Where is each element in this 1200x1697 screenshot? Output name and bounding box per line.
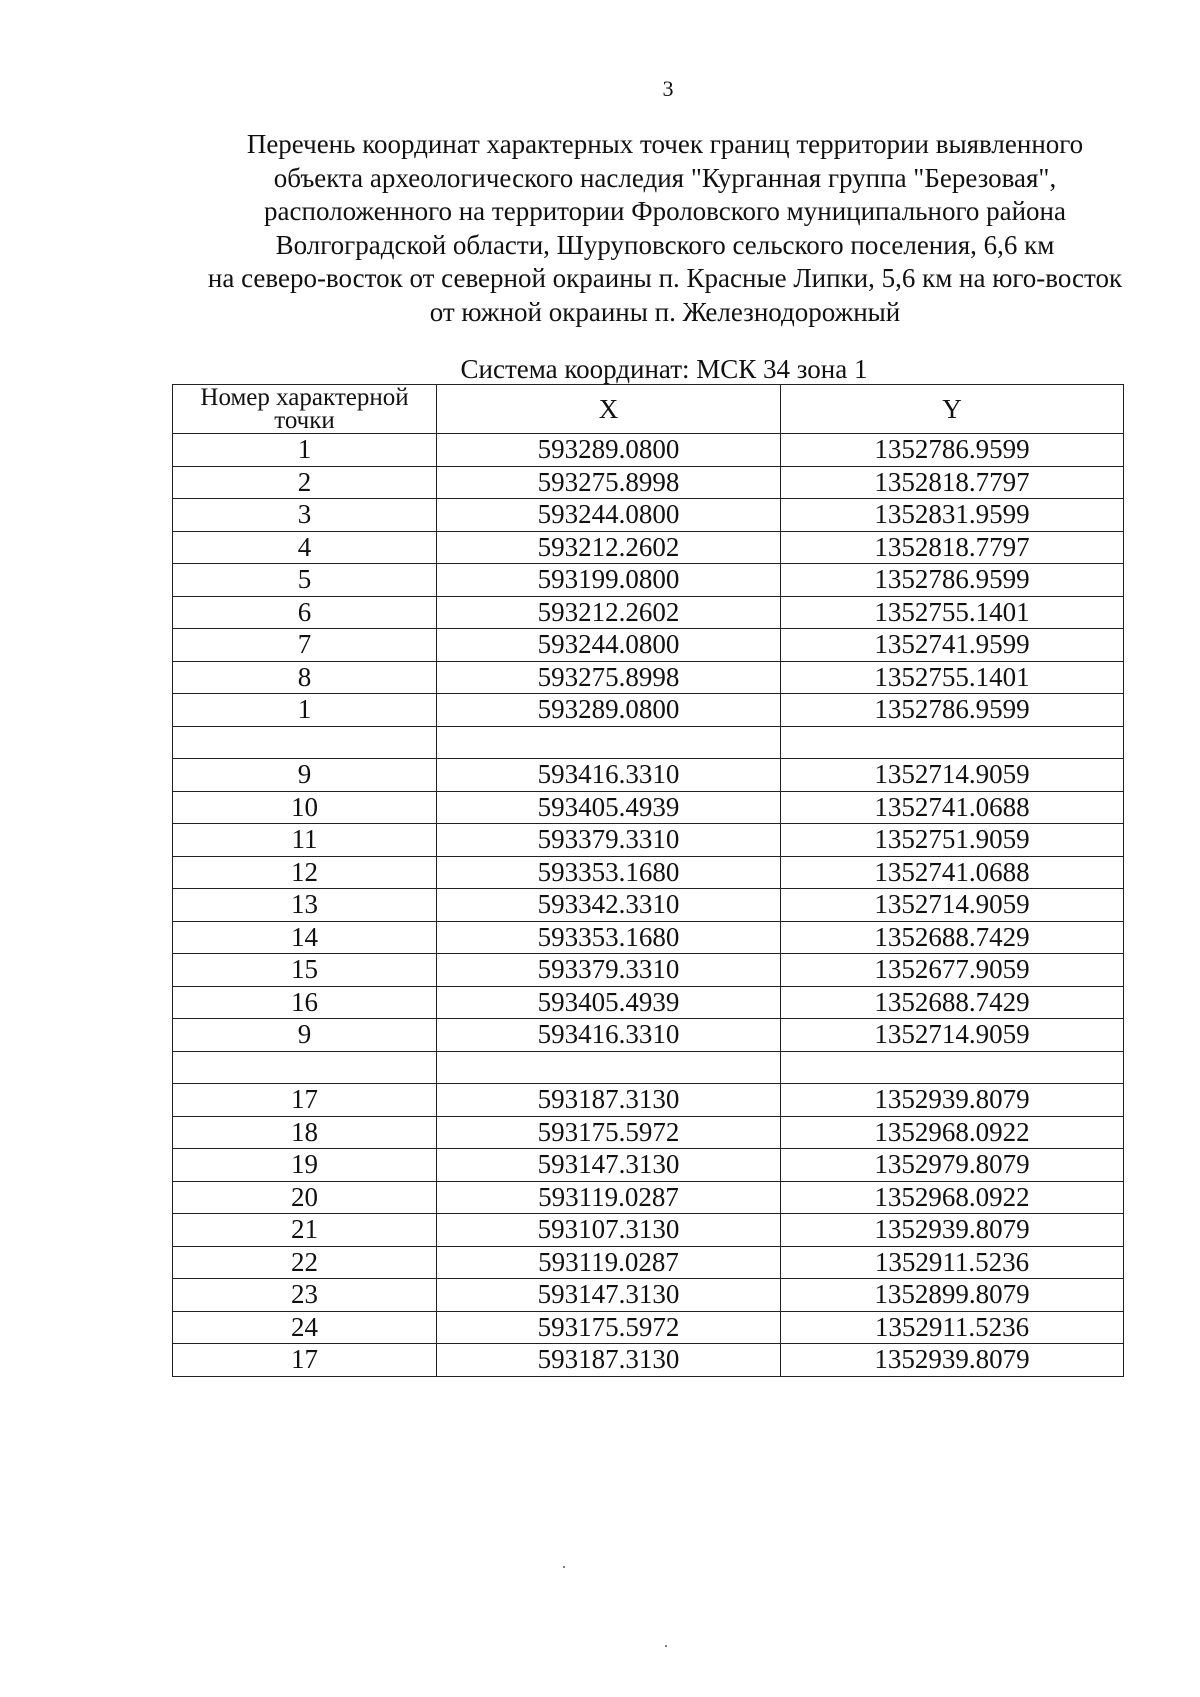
- point-number-cell: 5: [173, 564, 437, 597]
- y-coordinate-cell: [781, 1051, 1124, 1084]
- point-number-cell: 18: [173, 1116, 437, 1149]
- y-coordinate-cell: 1352741.0688: [781, 791, 1124, 824]
- table-row: [173, 596, 1124, 629]
- y-coordinate-cell: 1352755.1401: [781, 596, 1124, 629]
- table-row: [173, 564, 1124, 597]
- table-row: [173, 661, 1124, 694]
- x-coordinate-cell: 593147.3130: [437, 1279, 781, 1312]
- point-number-cell: 4: [173, 531, 437, 564]
- x-coordinate-cell: [437, 1051, 781, 1084]
- table-row: [173, 759, 1124, 792]
- point-number-cell: 6: [173, 596, 437, 629]
- y-coordinate-cell: 1352911.5236: [781, 1311, 1124, 1344]
- table-row: [173, 1311, 1124, 1344]
- x-coordinate-cell: 593244.0800: [437, 629, 781, 662]
- table-row: [173, 921, 1124, 954]
- y-coordinate-cell: 1352818.7797: [781, 466, 1124, 499]
- table-row: [173, 1051, 1124, 1084]
- table-row: [173, 1279, 1124, 1312]
- point-number-cell: 9: [173, 1019, 437, 1052]
- y-coordinate-cell: 1352741.0688: [781, 856, 1124, 889]
- point-number-cell: 23: [173, 1279, 437, 1312]
- y-coordinate-cell: 1352968.0922: [781, 1181, 1124, 1214]
- table-row: [173, 1149, 1124, 1182]
- point-number-cell: 8: [173, 661, 437, 694]
- title-line: на северо-восток от северной окраины п. Красные Липки, 5,6 км на юго-восток: [207, 263, 1123, 293]
- x-coordinate-cell: 593107.3130: [437, 1214, 781, 1247]
- point-number-cell: [173, 1051, 437, 1084]
- x-coordinate-cell: 593119.0287: [437, 1181, 781, 1214]
- title-line: Перечень координат характерных точек границ территории выявленного: [246, 129, 1084, 159]
- x-coordinate-cell: 593275.8998: [437, 661, 781, 694]
- y-coordinate-cell: 1352786.9599: [781, 434, 1124, 467]
- x-coordinate-cell: 593175.5972: [437, 1311, 781, 1344]
- x-coordinate-cell: 593275.8998: [437, 466, 781, 499]
- x-coordinate-cell: 593405.4939: [437, 986, 781, 1019]
- point-number-cell: 17: [173, 1344, 437, 1377]
- table-row: [173, 694, 1124, 727]
- x-header: X: [437, 385, 781, 434]
- y-coordinate-cell: 1352714.9059: [781, 889, 1124, 922]
- x-coordinate-cell: 593244.0800: [437, 499, 781, 532]
- x-coordinate-cell: 593289.0800: [437, 694, 781, 727]
- y-coordinate-cell: 1352939.8079: [781, 1084, 1124, 1117]
- point-number-cell: 9: [173, 759, 437, 792]
- x-coordinate-cell: 593353.1680: [437, 856, 781, 889]
- table-row: [173, 1116, 1124, 1149]
- table-row: [173, 466, 1124, 499]
- point-number-cell: 1: [173, 694, 437, 727]
- x-coordinate-cell: 593342.3310: [437, 889, 781, 922]
- table-row: [173, 1214, 1124, 1247]
- point-number-cell: [173, 726, 437, 759]
- y-coordinate-cell: 1352968.0922: [781, 1116, 1124, 1149]
- x-coordinate-cell: 593212.2602: [437, 596, 781, 629]
- y-coordinate-cell: 1352979.8079: [781, 1149, 1124, 1182]
- point-number-cell: 24: [173, 1311, 437, 1344]
- y-coordinate-cell: 1352911.5236: [781, 1246, 1124, 1279]
- point-number-cell: 22: [173, 1246, 437, 1279]
- point-number-cell: 17: [173, 1084, 437, 1117]
- title-line: Волгоградской области, Шуруповского сельского поселения, 6,6 км: [275, 229, 1055, 260]
- y-coordinate-cell: 1352786.9599: [781, 694, 1124, 727]
- y-coordinate-cell: 1352899.8079: [781, 1279, 1124, 1312]
- x-coordinate-cell: 593119.0287: [437, 1246, 781, 1279]
- scan-speck: [563, 1566, 565, 1568]
- x-coordinate-cell: 593199.0800: [437, 564, 781, 597]
- title-line: от южной окраины п. Железнодорожный: [429, 296, 901, 327]
- y-coordinate-cell: 1352818.7797: [781, 531, 1124, 564]
- x-coordinate-cell: 593353.1680: [437, 921, 781, 954]
- table-row: [173, 1181, 1124, 1214]
- point-number-header: [173, 385, 437, 434]
- page-number: 3: [662, 76, 674, 101]
- x-coordinate-cell: 593187.3130: [437, 1084, 781, 1117]
- x-coordinate-cell: 593175.5972: [437, 1116, 781, 1149]
- table-row: [173, 531, 1124, 564]
- table-row: [173, 889, 1124, 922]
- y-coordinate-cell: 1352939.8079: [781, 1214, 1124, 1247]
- table-row: [173, 954, 1124, 987]
- y-header: Y: [781, 385, 1124, 434]
- y-coordinate-cell: 1352741.9599: [781, 629, 1124, 662]
- table-row: [173, 1084, 1124, 1117]
- table-row: [173, 499, 1124, 532]
- point-number-header-line: точки: [274, 407, 335, 434]
- document-title: [150, 128, 1180, 329]
- point-number-cell: 2: [173, 466, 437, 499]
- y-coordinate-cell: 1352714.9059: [781, 759, 1124, 792]
- x-coordinate-cell: 593187.3130: [437, 1344, 781, 1377]
- point-number-cell: 21: [173, 1214, 437, 1247]
- scan-speck: [665, 1645, 667, 1647]
- point-number-cell: 11: [173, 824, 437, 857]
- x-coordinate-cell: 593379.3310: [437, 954, 781, 987]
- table-row: [173, 791, 1124, 824]
- point-number-cell: 12: [173, 856, 437, 889]
- x-coordinate-cell: 593379.3310: [437, 824, 781, 857]
- x-coordinate-cell: 593405.4939: [437, 791, 781, 824]
- y-coordinate-cell: 1352677.9059: [781, 954, 1124, 987]
- coordinate-system-caption: Система координат: МСК 34 зона 1: [460, 354, 868, 384]
- table-body: [173, 434, 1124, 1377]
- y-coordinate-cell: 1352751.9059: [781, 824, 1124, 857]
- y-coordinate-cell: 1352714.9059: [781, 1019, 1124, 1052]
- y-coordinate-cell: 1352688.7429: [781, 921, 1124, 954]
- point-number-cell: 20: [173, 1181, 437, 1214]
- table-row: [173, 629, 1124, 662]
- x-coordinate-cell: 593416.3310: [437, 759, 781, 792]
- coordinates-table: [172, 384, 1124, 1377]
- x-coordinate-cell: 593416.3310: [437, 1019, 781, 1052]
- table-header-row: [173, 385, 1124, 434]
- x-coordinate-cell: 593289.0800: [437, 434, 781, 467]
- table-row: [173, 1246, 1124, 1279]
- y-coordinate-cell: 1352786.9599: [781, 564, 1124, 597]
- point-number-cell: 1: [173, 434, 437, 467]
- table-row: [173, 986, 1124, 1019]
- x-coordinate-cell: 593212.2602: [437, 531, 781, 564]
- point-number-cell: 14: [173, 921, 437, 954]
- point-number-cell: 7: [173, 629, 437, 662]
- point-number-cell: 16: [173, 986, 437, 1019]
- table-row: [173, 824, 1124, 857]
- title-line: расположенного на территории Фроловского муниципального района: [264, 196, 1066, 226]
- table-row: [173, 856, 1124, 889]
- point-number-cell: 19: [173, 1149, 437, 1182]
- table-row: [173, 726, 1124, 759]
- y-coordinate-cell: 1352831.9599: [781, 499, 1124, 532]
- point-number-cell: 13: [173, 889, 437, 922]
- y-coordinate-cell: 1352755.1401: [781, 661, 1124, 694]
- table-row: [173, 1019, 1124, 1052]
- title-line: объекта археологического наследия "Курганная группа "Березовая",: [273, 162, 1057, 193]
- point-number-header-line: Номер характерной: [200, 384, 409, 411]
- point-number-cell: 15: [173, 954, 437, 987]
- y-coordinate-cell: 1352939.8079: [781, 1344, 1124, 1377]
- table-row: [173, 1344, 1124, 1377]
- x-coordinate-cell: [437, 726, 781, 759]
- table-row: [173, 434, 1124, 467]
- y-coordinate-cell: 1352688.7429: [781, 986, 1124, 1019]
- y-coordinate-cell: [781, 726, 1124, 759]
- point-number-cell: 3: [173, 499, 437, 532]
- x-coordinate-cell: 593147.3130: [437, 1149, 781, 1182]
- point-number-cell: 10: [173, 791, 437, 824]
